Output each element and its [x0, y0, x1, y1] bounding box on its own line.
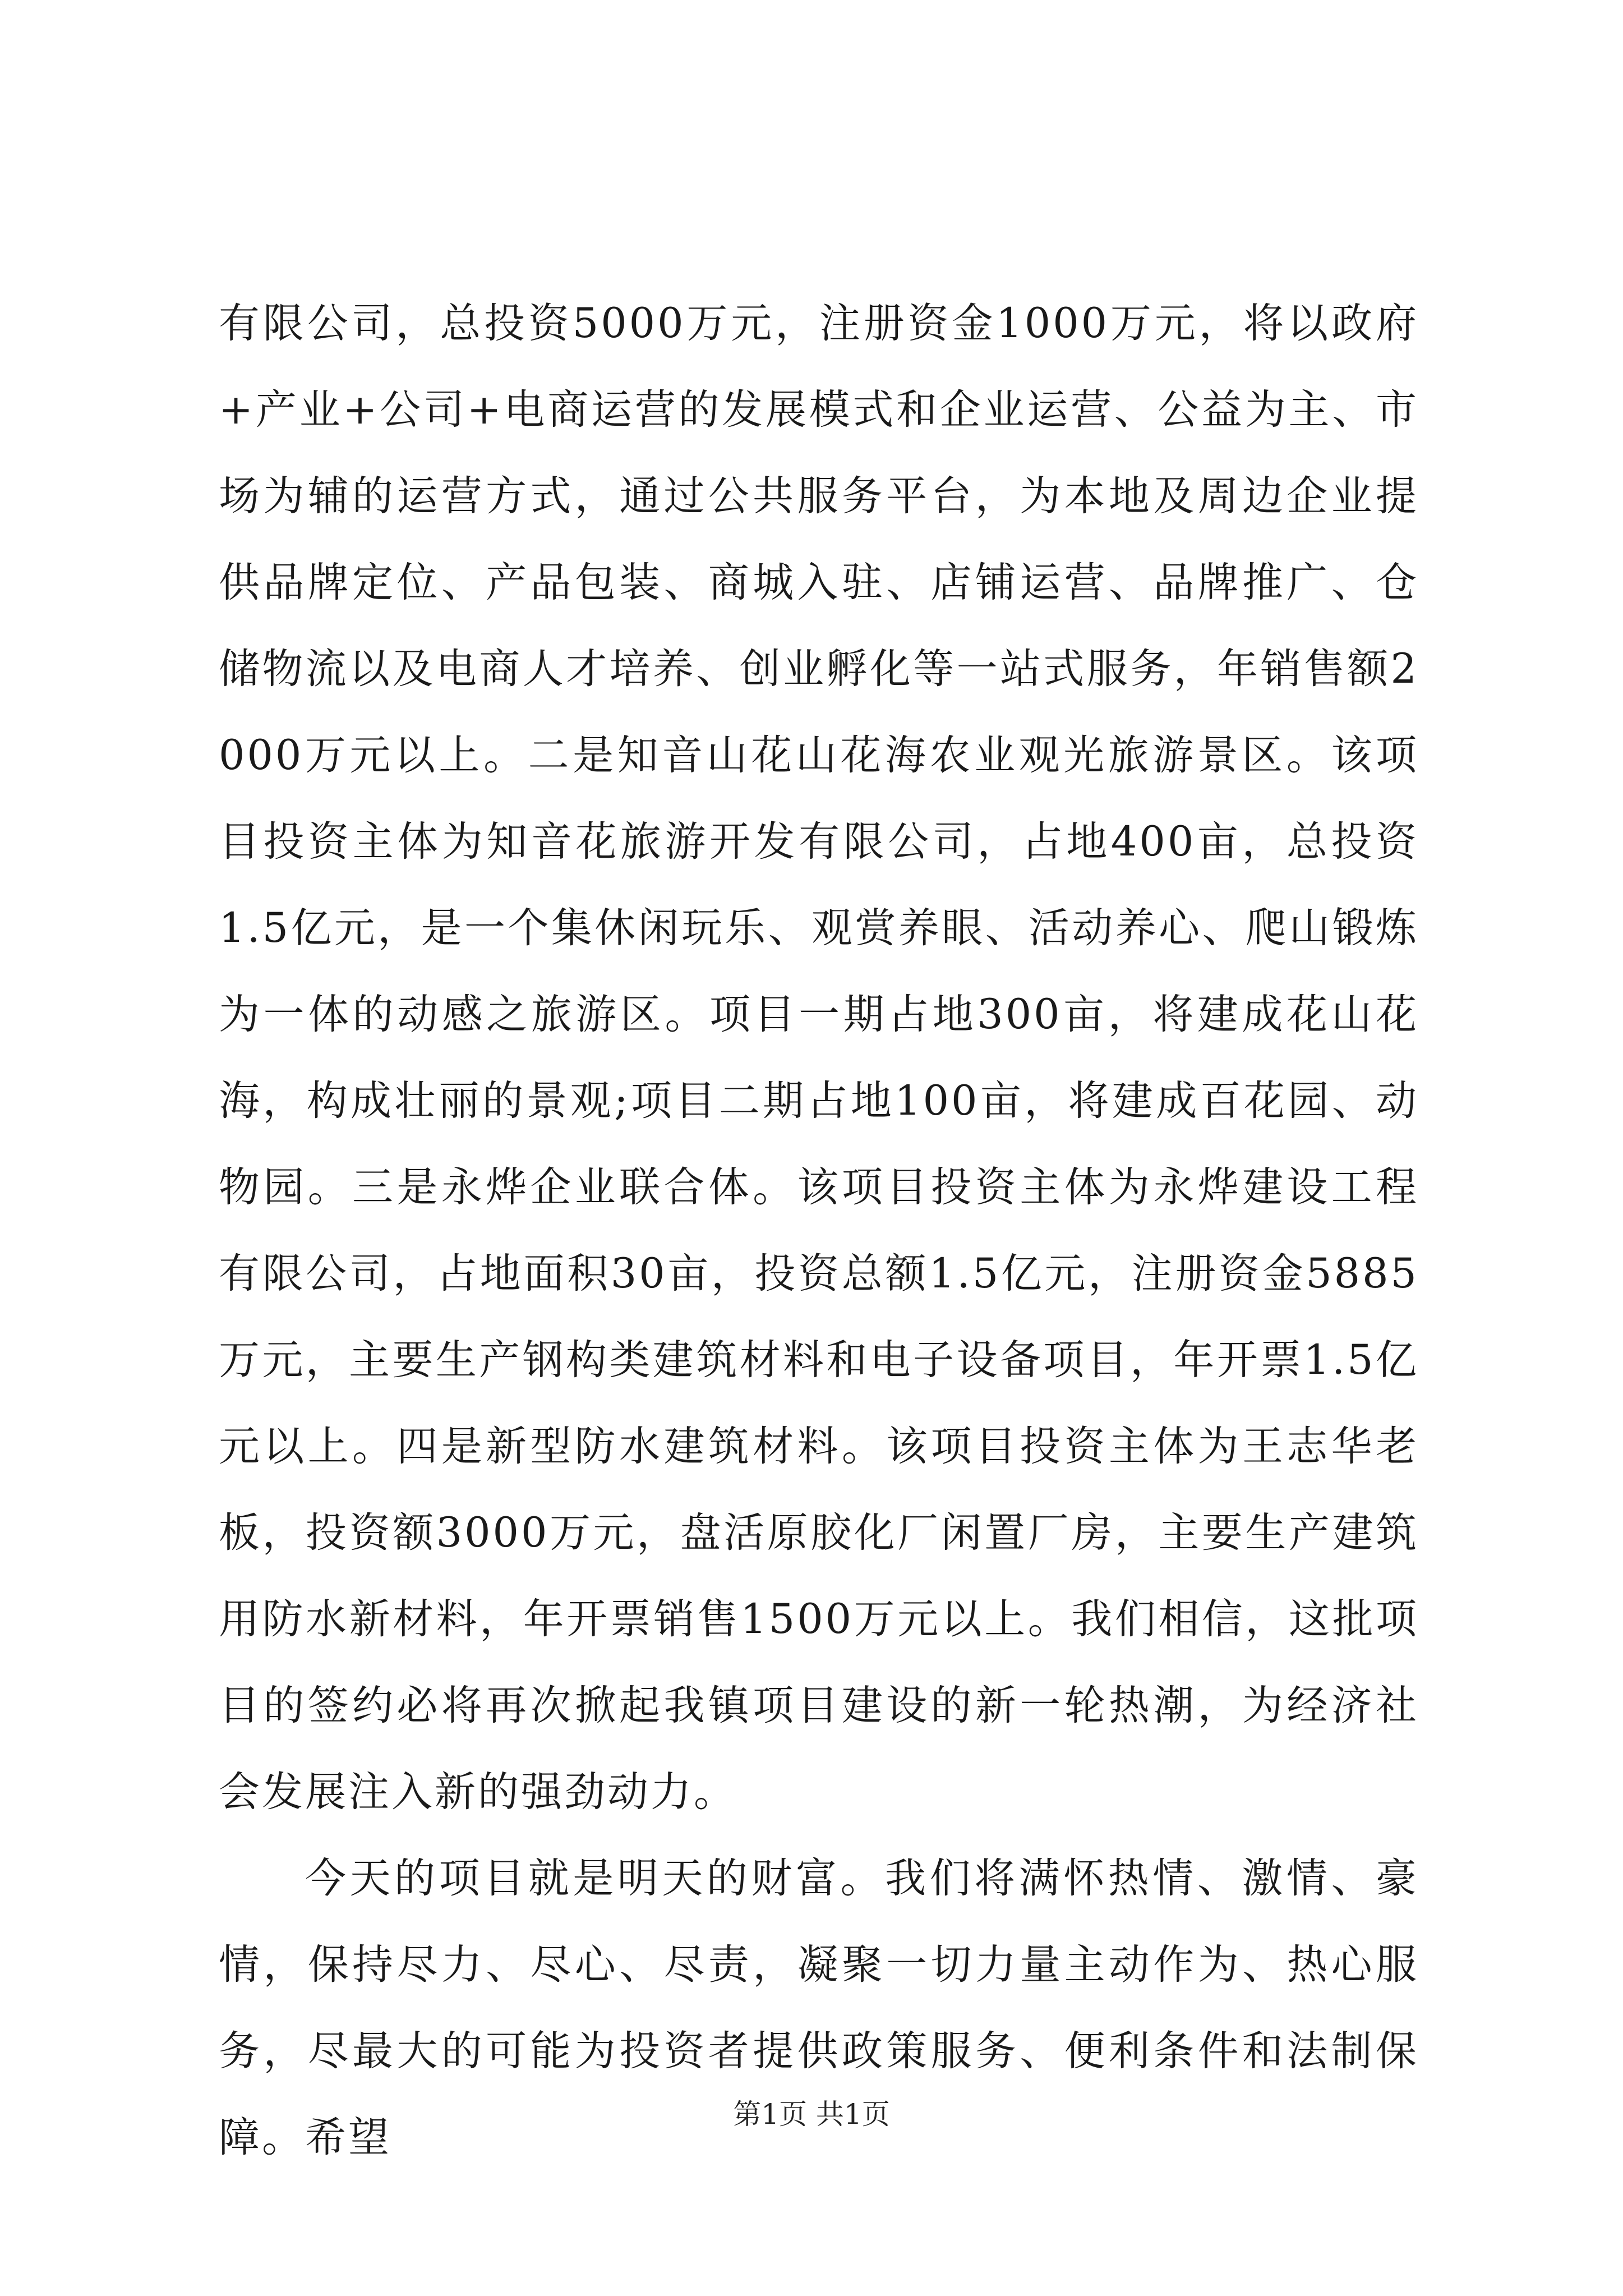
paragraph-2: 今天的项目就是明天的财富。我们将满怀热情、激情、豪情，保持尽力、尽心、尽责，凝聚一切力量主动作为、热心服务，尽最大的可能为投资者提供政策服务、便利条件和法制保障。希望: [219, 1855, 1419, 2161]
document-body: [219, 280, 1419, 2181]
page-footer: 第1页 共1页: [733, 2098, 890, 2131]
paragraph-1: 有限公司，总投资5000万元，注册资金1000万元，将以政府+产业+公司+电商运营的发展模式和企业运营、公益为主、市场为辅的运营方式，通过公共服务平台，为本地及周边企业提供品牌定位、产品包装、商城入驻、店铺运营、品牌推广、仓储物流以及电商人才培养、创业孵化等一站式服务，年销售额2000万元以上。二是知音山花山花海农业观光旅游景区。该项目投资主体为知音花旅游开发有限公司，占地400亩，总投资1.5亿元，是一个集休闲玩乐、观赏养眼、活动养心、爬山锻炼为一体的动感之旅游区。项目一期占地300亩，将建成花山花海，构成壮丽的景观;项目二期占地100亩，将建成百花园、动物园。三是永烨企业联合体。该项目投资主体为永烨建设工程有限公司，占地面积30亩，投资总额1.5亿元，注册资金5885万元，主要生产钢构类建筑材料和电子设备项目，年开票1.5亿元以上。四是新型防水建筑材料。该项目投资主体为王志华老板，投资额3000万元，盘活原胶化厂闲置厂房，主要生产建筑用防水新材料，年开票销售1500万元以上。我们相信，这批项目的签约必将再次掀起我镇项目建设的新一轮热潮，为经济社会发展注入新的强劲动力。: [219, 300, 1419, 1816]
